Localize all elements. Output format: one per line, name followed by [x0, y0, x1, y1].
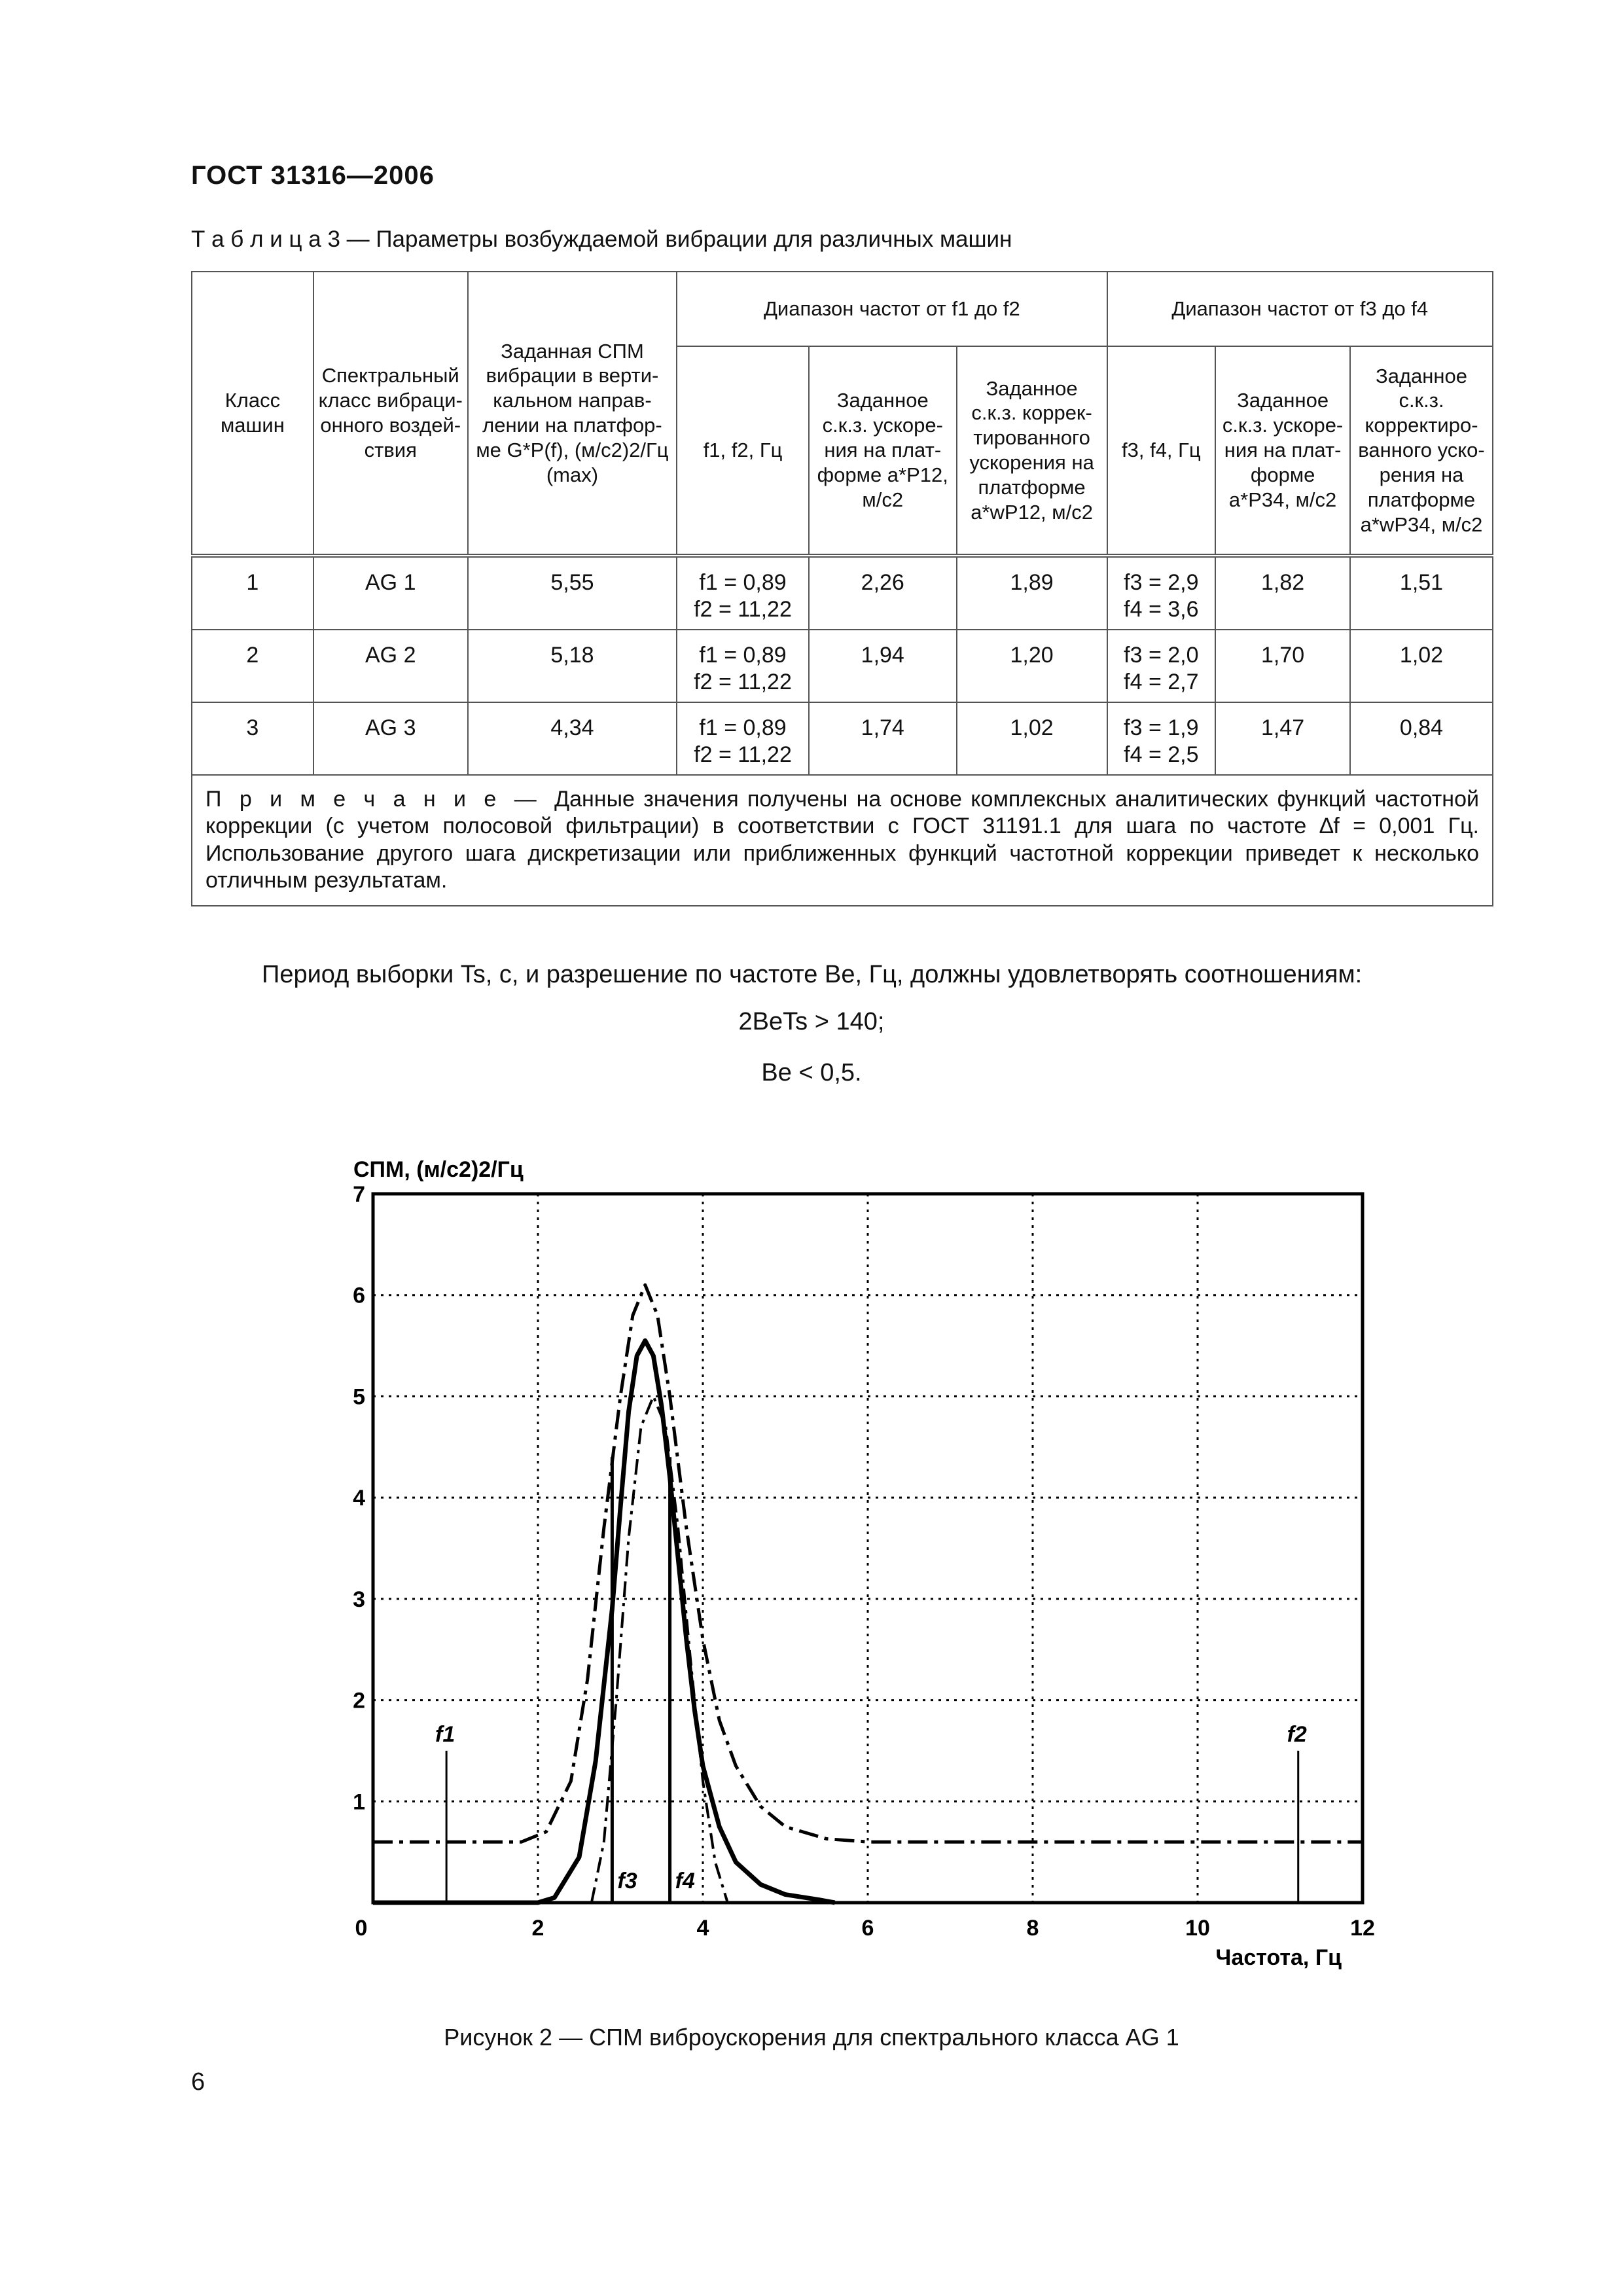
note-text: Данные значения получены на основе комплексных аналитических функций частотной коррекции (с учетом полосовой фильтрации) в соответствии с ГОСТ 31191.1 для шага по частоте ∆f = 0,001 Гц. Использование другого шага дискретизации или приближенных функций частотной коррекции приведет к несколько отличным результатам. — [205, 786, 1479, 893]
marker-label-f3: f3 — [617, 1869, 637, 1893]
y-tick-label: 4 — [353, 1486, 365, 1511]
y-tick-label: 3 — [353, 1587, 365, 1612]
cell-f3-f4-value: f4 = 3,6 — [1124, 597, 1199, 622]
cell-aw-p12-value: 1,02 — [1010, 715, 1054, 740]
header-spectral-class: Спектральный класс вибраци-онного воздей-ствия — [313, 272, 468, 556]
header-class: Класс машин — [192, 272, 313, 556]
y-tick-label: 1 — [353, 1789, 365, 1815]
x-tick-label: 12 — [1350, 1916, 1375, 1941]
cell-f3-f4-value: f4 = 2,7 — [1124, 670, 1199, 695]
page-number: 6 — [191, 2068, 205, 2096]
cell-aw-p34-value: 1,02 — [1399, 642, 1444, 668]
sampling-requirement-text: Период выборки Ts, с, и разрешение по частоте Be, Гц, должны удовлетворять соотношениям: — [262, 961, 1363, 988]
cell-a-p12-value: 1,94 — [861, 642, 904, 668]
x-tick-label: 10 — [1185, 1916, 1210, 1941]
cell-spectral-class-value: AG 2 — [365, 642, 416, 668]
document-header: ГОСТ 31316—2006 — [191, 161, 435, 190]
table-caption-text: Параметры возбуждаемой вибрации для различных машин — [376, 226, 1012, 252]
header-f1-f2: f1, f2, Гц — [677, 346, 809, 556]
x-tick-label: 2 — [531, 1916, 544, 1941]
x-tick-label: 0 — [355, 1916, 368, 1941]
cell-spectral-class-value: AG 1 — [365, 570, 416, 595]
x-tick-label: 6 — [861, 1916, 874, 1941]
note-label: П р и м е ч а н и е — — [205, 786, 555, 812]
cell-spectral-class-value: AG 3 — [365, 715, 416, 740]
cell-aw-p12-value: 1,89 — [1010, 570, 1054, 595]
marker-label-f1: f1 — [435, 1721, 455, 1747]
cell-a-p34-value: 1,47 — [1261, 715, 1305, 740]
marker-label-f2: f2 — [1287, 1721, 1307, 1747]
cell-aw-p34-value: 1,51 — [1399, 570, 1444, 595]
cell-f3-f4-value: f4 = 2,5 — [1124, 742, 1199, 768]
cell-f1-f2-value: f2 = 11,22 — [694, 670, 792, 695]
cell-f1-f2-value: f1 = 0,89 — [699, 715, 787, 740]
header-aw-p34: Заданное с.к.з. корректиро-ванного уско-рения на платформе a*wP34, м/с2 — [1350, 346, 1493, 556]
chart-markers — [435, 1457, 1307, 1903]
cell-spm-value: 5,55 — [550, 570, 594, 595]
cell-f1-f2-value: f1 = 0,89 — [699, 570, 787, 595]
formula-1: 2BeTs > 140; — [738, 1008, 885, 1035]
cell-a-p34-value: 1,70 — [1261, 642, 1305, 668]
header-aw-p12: Заданное с.к.з. коррек-тированного ускорения на платформе a*wP12, м/с2 — [957, 346, 1107, 556]
cell-aw-p34-value: 0,84 — [1399, 715, 1444, 740]
cell-f1-f2-value: f2 = 11,22 — [694, 597, 792, 622]
cell-spm-value: 5,18 — [550, 642, 594, 668]
cell-a-p34-value: 1,82 — [1261, 570, 1305, 595]
cell-class-value: 2 — [246, 642, 259, 668]
header-a-p34: Заданное с.к.з. ускоре-ния на плат-форме a*P34, м/с2 — [1215, 346, 1350, 556]
header-a-p12: Заданное с.к.з. ускоре-ния на плат-форме a*P12, м/с2 — [809, 346, 957, 556]
header-range-f3-f4: Диапазон частот от f3 до f4 — [1107, 272, 1493, 346]
formula-2: Be < 0,5. — [761, 1059, 862, 1086]
header-f3-f4: f3, f4, Гц — [1107, 346, 1216, 556]
y-tick-label: 6 — [353, 1283, 365, 1308]
cell-aw-p12-value: 1,20 — [1010, 642, 1054, 668]
header-range-f1-f2: Диапазон частот от f1 до f2 — [677, 272, 1107, 346]
x-tick-label: 8 — [1026, 1916, 1039, 1941]
cell-spm-value: 4,34 — [550, 715, 594, 740]
cell-f1-f2-value: f1 = 0,89 — [699, 642, 787, 668]
cell-a-p12-value: 1,74 — [861, 715, 904, 740]
table-caption-prefix: Т а б л и ц а 3 — — [191, 226, 376, 252]
figure-caption: Рисунок 2 — СПМ виброускорения для спектрального класса AG 1 — [444, 2024, 1179, 2051]
cell-f1-f2-value: f2 = 11,22 — [694, 742, 792, 768]
cell-f3-f4-value: f3 = 1,9 — [1124, 715, 1199, 740]
cell-f3-f4-value: f3 = 2,0 — [1124, 642, 1199, 668]
chart-series — [373, 1285, 1363, 1903]
y-tick-label: 2 — [353, 1688, 365, 1713]
y-tick-label: 7 — [353, 1182, 365, 1207]
y-tick-label: 5 — [353, 1384, 365, 1410]
series-line-solid — [373, 1340, 835, 1903]
header-spm: Заданная СПМ вибрации в верти-кальном направ-лении на платфор-ме G*P(f), (м/с2)2/Гц (max) — [468, 272, 677, 556]
y-axis-label: СПМ, (м/с2)2/Гц — [353, 1157, 524, 1182]
marker-label-f4: f4 — [675, 1869, 695, 1893]
cell-a-p12-value: 2,26 — [861, 570, 904, 595]
cell-f3-f4-value: f3 = 2,9 — [1124, 570, 1199, 595]
cell-class-value: 1 — [246, 570, 259, 595]
x-tick-label: 4 — [696, 1916, 709, 1941]
x-axis-label: Частота, Гц — [1215, 1945, 1342, 1970]
chart-grid — [373, 1194, 1363, 1903]
cell-class-value: 3 — [246, 715, 259, 740]
